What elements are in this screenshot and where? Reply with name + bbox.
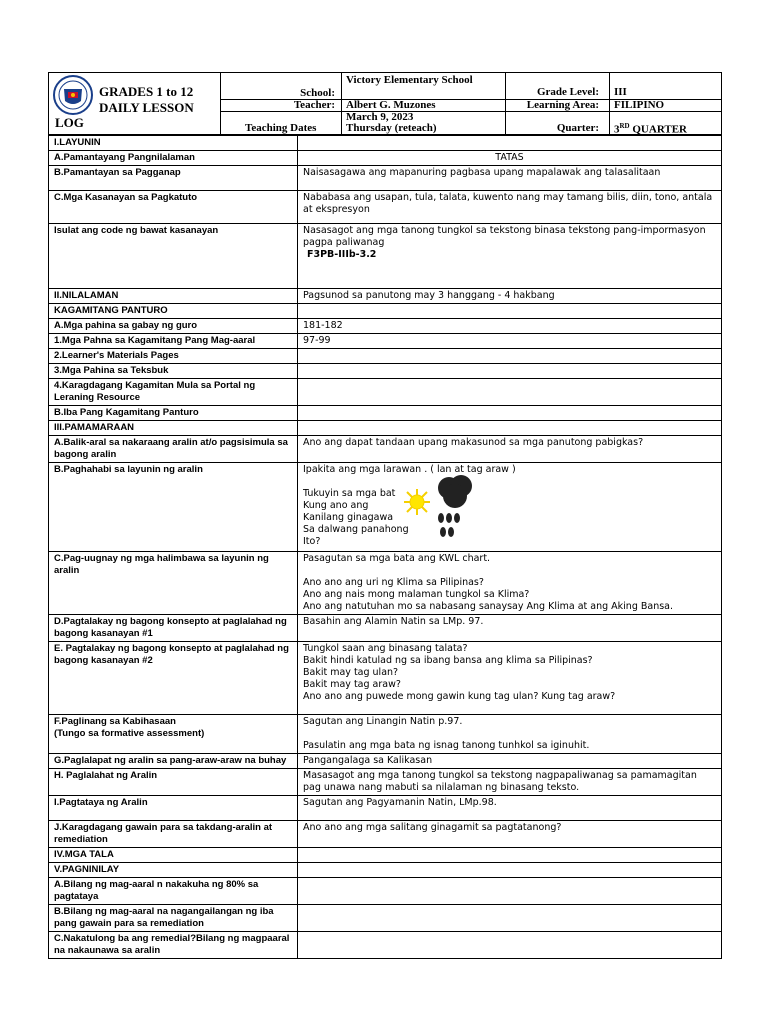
competency-text: Nasasagot ang mga tanong tungkol sa tekstong binasa tekstong pang-impormasyon pagpa paliwanag xyxy=(303,225,706,248)
lesson-log-table xyxy=(48,135,722,959)
row-value xyxy=(298,406,722,421)
competency-code: F3PB-IIIb-3.2 xyxy=(307,249,377,260)
row-label: B.Pamantayan sa Pagganap xyxy=(49,166,298,191)
row-value: Sagutan ang Linangin Natin p.97. Pasulatin ang mga bata ng isnag tanong tunhkol sa iginuhit. xyxy=(298,715,722,754)
header-row-divider xyxy=(221,111,721,112)
row-value xyxy=(298,848,722,863)
row-value: TATAS xyxy=(298,151,722,166)
quarter-value xyxy=(614,122,687,136)
table-row xyxy=(49,769,722,796)
row-label: II.NILALAMAN xyxy=(49,289,298,304)
quarter-number: 3 xyxy=(614,123,620,136)
row-label: Isulat ang code ng bawat kasanayan xyxy=(49,224,298,289)
table-row xyxy=(49,224,722,289)
row-value: 181-182 xyxy=(298,319,722,334)
teaching-date-value: March 9, 2023 xyxy=(346,111,414,123)
table-row xyxy=(49,166,722,191)
weather-activity xyxy=(303,464,716,550)
row-label: C.Nakatulong ba ang remedial?Bilang ng magpaaral na nakaunawa sa aralin xyxy=(49,932,298,959)
row-value: Ano ano ang mga salitang ginagamit sa pagtatanong? xyxy=(298,821,722,848)
row-label: A.Mga pahina sa gabay ng guro xyxy=(49,319,298,334)
row-label: H. Paglalahat ng Aralin xyxy=(49,769,298,796)
quarter-label: Quarter: xyxy=(556,122,599,134)
school-label: School: xyxy=(300,87,335,99)
table-row xyxy=(49,905,722,932)
row-value: Nababasa ang usapan, tula, talata, kuwento nang may tamang bilis, diin, tono, antala at ekspresyon xyxy=(298,191,722,224)
table-row xyxy=(49,642,722,715)
row-label: B.Iba Pang Kagamitang Panturo xyxy=(49,406,298,421)
table-row xyxy=(49,848,722,863)
deped-seal-icon xyxy=(53,75,93,115)
table-row xyxy=(49,615,722,642)
row-label: III.PAMAMARAAN xyxy=(49,421,298,436)
weather-activity-text: Ipakita ang mga larawan . ( lan at tag araw ) Tukuyin sa mga bat Kung ano ang Kanilang ginagawa Sa dalwang panahong Ito? xyxy=(303,464,516,547)
row-value: Sagutan ang Pagyamanin Natin, LMp.98. xyxy=(298,796,722,821)
table-row xyxy=(49,436,722,463)
table-row xyxy=(49,349,722,364)
row-value xyxy=(298,463,722,552)
row-value xyxy=(298,349,722,364)
table-row xyxy=(49,552,722,615)
table-row xyxy=(49,304,722,319)
table-row xyxy=(49,754,722,769)
row-label: 3.Mga Pahina sa Teksbuk xyxy=(49,364,298,379)
row-value: Pangangalaga sa Kalikasan xyxy=(298,754,722,769)
table-row xyxy=(49,878,722,905)
row-value: Naisasagawa ang mapanuring pagbasa upang mapalawak ang talasalitaan xyxy=(298,166,722,191)
row-label: I.LAYUNIN xyxy=(49,136,298,151)
row-label: V.PAGNINILAY xyxy=(49,863,298,878)
table-row xyxy=(49,463,722,552)
school-value: Victory Elementary School xyxy=(346,74,473,86)
lesson-log-header xyxy=(48,72,722,135)
row-label: B.Paghahabi sa layunin ng aralin xyxy=(49,463,298,552)
row-label: 1.Mga Pahna sa Kagamitang Pang Mag-aaral xyxy=(49,334,298,349)
header-title-line3: LOG xyxy=(55,115,84,130)
row-value xyxy=(298,863,722,878)
table-row xyxy=(49,821,722,848)
table-row xyxy=(49,319,722,334)
teaching-day-value: Thursday (reteach) xyxy=(346,122,437,134)
row-label: B.Bilang ng mag-aaral na nagangailangan ng iba pang gawain para sa remediation xyxy=(49,905,298,932)
header-title-line2: DAILY LESSON xyxy=(99,100,194,115)
table-row xyxy=(49,932,722,959)
row-label: 4.Karagdagang Kagamitan Mula sa Portal ng Leraning Resource xyxy=(49,379,298,406)
rain-cloud-icon xyxy=(435,474,475,544)
row-label: E. Pagtalakay ng bagong konsepto at paglalahad ng bagong kasanayan #2 xyxy=(49,642,298,715)
row-label: IV.MGA TALA xyxy=(49,848,298,863)
table-row xyxy=(49,289,722,304)
header-divider xyxy=(341,73,342,134)
grade-level-label: Grade Level: xyxy=(536,86,599,98)
row-value: Pagsunod sa panutong may 3 hanggang - 4 hakbang xyxy=(298,289,722,304)
table-row xyxy=(49,421,722,436)
table-row xyxy=(49,334,722,349)
learning-area-value: FILIPINO xyxy=(614,99,665,111)
row-label: D.Pagtalakay ng bagong konsepto at paglalahad ng bagong kasanayan #1 xyxy=(49,615,298,642)
table-row xyxy=(49,364,722,379)
row-label: F.Paglinang sa Kabihasaan (Tungo sa formative assessment) xyxy=(49,715,298,754)
table-row xyxy=(49,136,722,151)
row-label: A.Balik-aral sa nakaraang aralin at/o pagsisimula sa bagong aralin xyxy=(49,436,298,463)
sun-icon xyxy=(403,488,431,516)
row-value xyxy=(298,905,722,932)
row-label: C.Mga Kasanayan sa Pagkatuto xyxy=(49,191,298,224)
teacher-value: Albert G. Muzones xyxy=(346,99,436,111)
header-divider xyxy=(505,73,506,134)
row-value xyxy=(298,224,722,289)
table-row xyxy=(49,715,722,754)
row-label: KAGAMITANG PANTURO xyxy=(49,304,298,319)
row-value xyxy=(298,932,722,959)
learning-area-label: Learning Area: xyxy=(526,99,599,111)
row-label: 2.Learner's Materials Pages xyxy=(49,349,298,364)
teacher-label: Teacher: xyxy=(293,99,335,111)
header-divider xyxy=(609,73,610,134)
table-row xyxy=(49,151,722,166)
row-value: Ano ang dapat tandaan upang makasunod sa mga panutong pabigkas? xyxy=(298,436,722,463)
row-label: A.Bilang ng mag-aaral n nakakuha ng 80% sa pagtataya xyxy=(49,878,298,905)
row-value xyxy=(298,136,722,151)
row-value xyxy=(298,364,722,379)
row-value: Masasagot ang mga tanong tungkol sa tekstong nagpapaliwanag sa pamamagitan pag unawa nang mabuti sa nilalaman ng binasang teksto. xyxy=(298,769,722,796)
teaching-dates-label: Teaching Dates xyxy=(245,122,317,134)
row-label: A.Pamantayang Pangnilalaman xyxy=(49,151,298,166)
grade-level-value: III xyxy=(614,86,627,98)
row-label: J.Karagdagang gawain para sa takdang-aralin at remediation xyxy=(49,821,298,848)
row-label: G.Paglalapat ng aralin sa pang-araw-araw na buhay xyxy=(49,754,298,769)
row-value: Basahin ang Alamin Natin sa LMp. 97. xyxy=(298,615,722,642)
row-value: Pasagutan sa mga bata ang KWL chart. Ano ano ang uri ng Klima sa Pilipinas? Ano ang nais mong malaman tungkol sa Klima? Ano ang natutuhan mo sa nabasang sanaysay Ang Klima at ang Aking Bansa. xyxy=(298,552,722,615)
header-title-line1: GRADES 1 to 12 xyxy=(99,84,194,99)
row-value xyxy=(298,878,722,905)
row-value: Tungkol saan ang binasang talata? Bakit hindi katulad ng sa ibang bansa ang klima sa Pilipinas? Bakit may tag ulan? Bakit may tag araw? Ano ano ang puwede mong gawin kung tag ulan? Kung tag araw? xyxy=(298,642,722,715)
row-value: 97-99 xyxy=(298,334,722,349)
table-row xyxy=(49,379,722,406)
row-value xyxy=(298,379,722,406)
quarter-ordinal: RD xyxy=(619,122,630,130)
table-row xyxy=(49,863,722,878)
row-label: I.Pagtataya ng Aralin xyxy=(49,796,298,821)
table-row xyxy=(49,191,722,224)
table-row xyxy=(49,796,722,821)
row-value xyxy=(298,304,722,319)
header-title-block xyxy=(49,73,221,134)
table-row xyxy=(49,406,722,421)
quarter-text: QUARTER xyxy=(629,123,687,136)
row-label: C.Pag-uugnay ng mga halimbawa sa layunin ng aralin xyxy=(49,552,298,615)
row-value xyxy=(298,421,722,436)
